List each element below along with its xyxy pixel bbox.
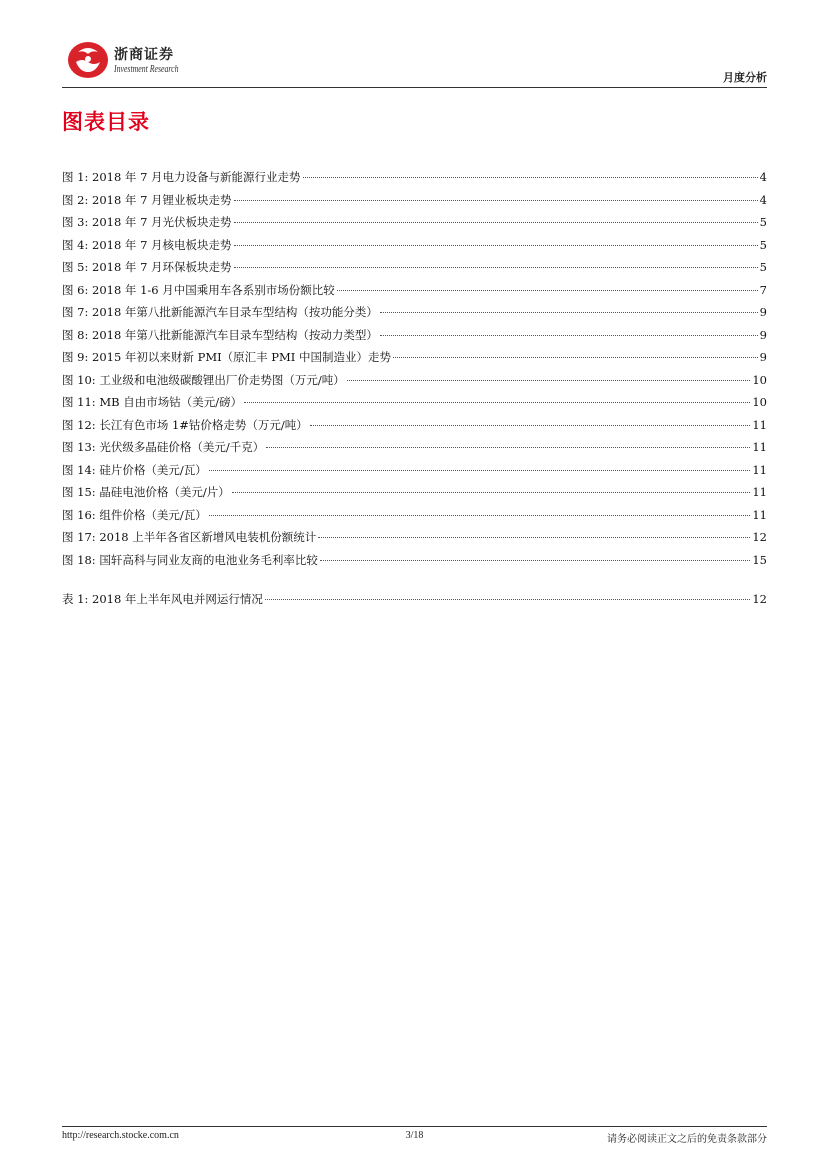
dot-leader (209, 515, 751, 516)
toc-entry[interactable] (62, 256, 767, 279)
dot-leader (303, 177, 758, 178)
toc-entry[interactable] (62, 481, 767, 504)
page-header (62, 40, 767, 88)
toc-entry[interactable] (62, 436, 767, 459)
dot-leader (347, 380, 751, 381)
toc-entry-label: 图 11: MB 自由市场钴（美元/磅） (62, 395, 243, 409)
footer-divider (62, 1126, 767, 1127)
toc-entry[interactable] (62, 414, 767, 437)
toc-entry-page: 5 (759, 260, 767, 274)
dot-leader (232, 492, 751, 493)
toc-entry-page: 11 (752, 507, 767, 522)
toc-entry[interactable] (62, 504, 767, 527)
toc-entry-label: 图 8: 2018 年第八批新能源汽车目录车型结构（按动力类型） (62, 327, 378, 342)
dot-leader (265, 599, 750, 600)
footer-url-link[interactable]: http://research.stocke.com.cn (62, 1130, 179, 1141)
dot-leader (234, 245, 758, 246)
toc-entry-label: 图 14: 硅片价格（美元/瓦） (62, 462, 207, 477)
toc-entry-label: 图 10: 工业级和电池级碳酸锂出厂价走势图（万元/吨） (62, 372, 345, 387)
dot-leader (234, 267, 758, 268)
dot-leader (393, 357, 758, 358)
toc-entry-page: 9 (759, 305, 767, 319)
toc-entry[interactable] (62, 211, 767, 234)
toc-entry[interactable] (62, 459, 767, 482)
toc-entry-label: 图 17: 2018 上半年各省区新增风电装机份额统计 (62, 530, 317, 544)
dot-leader (244, 402, 750, 403)
dot-leader (337, 290, 758, 291)
toc-entry[interactable] (62, 189, 767, 212)
toc-entry-page: 11 (752, 417, 767, 432)
toc-title: 图表目录 (62, 110, 150, 134)
toc-entry-page: 7 (759, 282, 767, 297)
toc-entry-label: 图 6: 2018 年 1-6 月中国乘用车各系别市场份额比较 (62, 282, 335, 297)
toc-entry[interactable] (62, 369, 767, 392)
toc-entry-page: 12 (752, 530, 767, 544)
toc-entry-page: 10 (752, 395, 767, 409)
toc-entry-label: 图 5: 2018 年 7 月环保板块走势 (62, 260, 232, 274)
toc-entry-label: 图 3: 2018 年 7 月光伏板块走势 (62, 215, 232, 229)
table-list (62, 588, 767, 611)
toc-entry-page: 5 (759, 237, 767, 252)
page-footer (62, 1130, 767, 1146)
dot-leader (266, 447, 750, 448)
toc-entry-label: 图 7: 2018 年第八批新能源汽车目录车型结构（按功能分类） (62, 305, 378, 319)
toc-entry-page: 11 (752, 485, 767, 499)
report-type-label: 月度分析 (723, 71, 767, 84)
dot-leader (234, 222, 758, 223)
toc-entry[interactable] (62, 549, 767, 572)
toc-entry[interactable] (62, 346, 767, 369)
table-entry-page: 12 (752, 592, 767, 606)
dot-leader (380, 335, 758, 336)
toc-entry[interactable] (62, 279, 767, 302)
toc-entry-label: 图 15: 晶硅电池价格（美元/片） (62, 485, 230, 499)
toc-entry-label: 图 13: 光伏级多晶硅价格（美元/千克） (62, 440, 265, 454)
dot-leader (310, 425, 751, 426)
toc-entry-page: 5 (759, 215, 767, 229)
toc-entry-page: 11 (752, 462, 767, 477)
toc-entry-label: 图 12: 长江有色市场 1#钴价格走势（万元/吨） (62, 417, 308, 432)
toc-entry[interactable] (62, 391, 767, 414)
toc-entry-page: 9 (759, 327, 767, 342)
toc-entry-label: 图 18: 国轩高科与同业友商的电池业务毛利率比较 (62, 552, 318, 567)
dot-leader (209, 470, 751, 471)
dot-leader (320, 560, 751, 561)
toc-entry-page: 9 (759, 350, 767, 364)
toc-entry-label: 图 16: 组件价格（美元/瓦） (62, 507, 207, 522)
toc-entry-page: 10 (752, 372, 767, 387)
toc-entry-page: 15 (752, 552, 767, 567)
toc-entry-page: 4 (759, 170, 767, 184)
table-entry-label: 表 1: 2018 年上半年风电并网运行情况 (62, 592, 263, 606)
toc-entry[interactable] (62, 324, 767, 347)
dot-leader (380, 312, 758, 313)
figure-list (62, 166, 767, 571)
page-number: 3/18 (405, 1130, 424, 1141)
header-divider (62, 87, 767, 88)
toc-entry-label: 图 4: 2018 年 7 月核电板块走势 (62, 237, 232, 252)
toc-entry[interactable] (62, 234, 767, 257)
table-entry[interactable] (62, 588, 767, 611)
footer-disclaimer: 请务必阅读正文之后的免责条款部分 (607, 1134, 767, 1145)
toc-entry-label: 图 9: 2015 年初以来财新 PMI（原汇丰 PMI 中国制造业）走势 (62, 350, 391, 364)
dot-leader (318, 537, 750, 538)
toc-entry-label: 图 1: 2018 年 7 月电力设备与新能源行业走势 (62, 170, 301, 184)
toc-entry-page: 11 (752, 440, 767, 454)
toc-entry[interactable] (62, 301, 767, 324)
dot-leader (234, 200, 758, 201)
zheshang-logo-icon (66, 40, 110, 80)
toc-entry-label: 图 2: 2018 年 7 月锂业板块走势 (62, 192, 232, 207)
brand-name-en: Investment Research (114, 64, 179, 75)
brand-name-cn: 浙商证券 (114, 47, 174, 63)
toc-entry[interactable] (62, 166, 767, 189)
toc-entry[interactable] (62, 526, 767, 549)
toc-entry-page: 4 (759, 192, 767, 207)
